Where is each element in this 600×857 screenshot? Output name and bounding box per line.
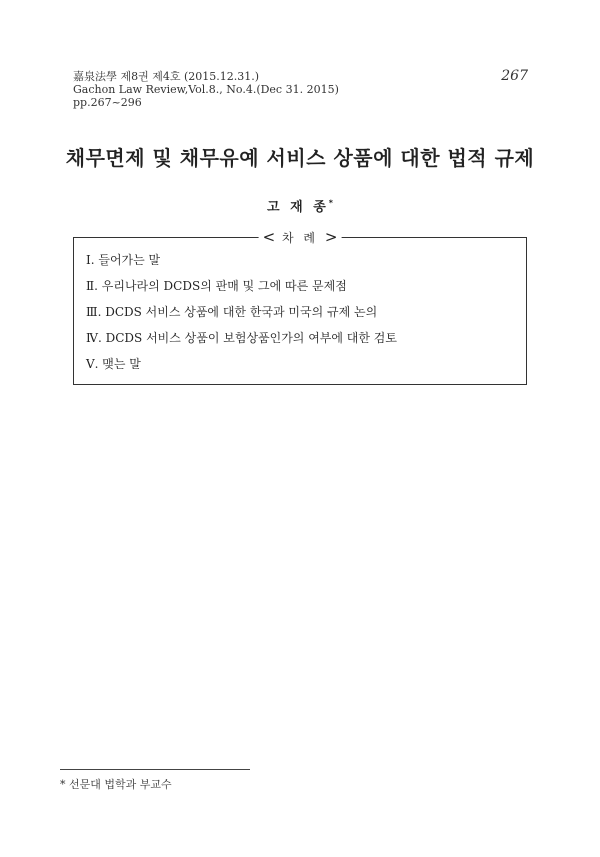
page-number: 267 bbox=[501, 68, 528, 84]
table-of-contents bbox=[73, 228, 527, 385]
paper-title: 채무면제 및 채무유예 서비스 상품에 대한 법적 규제 bbox=[65, 146, 535, 170]
author-name: 고 재 종 bbox=[267, 200, 329, 215]
toc-item: Ⅲ. DCDS 서비스 상품에 대한 한국과 미국의 규제 논의 bbox=[86, 305, 378, 319]
toc-open-bracket: < bbox=[262, 228, 276, 246]
journal-info bbox=[73, 70, 339, 109]
toc-item: Ⅰ. 들어가는 말 bbox=[86, 253, 161, 267]
author-footnote-mark: * bbox=[328, 198, 333, 208]
journal-pages: pp.267~296 bbox=[73, 96, 142, 109]
footnote-divider bbox=[60, 769, 250, 770]
toc-heading-label: 차 례 bbox=[282, 231, 318, 245]
toc-heading bbox=[259, 229, 342, 246]
journal-line-korean: 嘉泉法學 제8권 제4호 (2015.12.31.) bbox=[73, 70, 260, 83]
author bbox=[0, 196, 600, 215]
toc-list bbox=[86, 252, 397, 382]
toc-item: Ⅳ. DCDS 서비스 상품이 보험상품인가의 여부에 대한 검토 bbox=[86, 331, 397, 345]
author-footnote: * 선문대 법학과 부교수 bbox=[60, 778, 172, 791]
journal-line-english: Gachon Law Review,Vol.8., No.4.(Dec 31. 2015) bbox=[73, 83, 339, 96]
toc-item: Ⅱ. 우리나라의 DCDS의 판매 및 그에 따른 문제점 bbox=[86, 279, 347, 293]
toc-item: Ⅴ. 맺는 말 bbox=[86, 357, 141, 371]
toc-close-bracket: > bbox=[324, 228, 338, 246]
